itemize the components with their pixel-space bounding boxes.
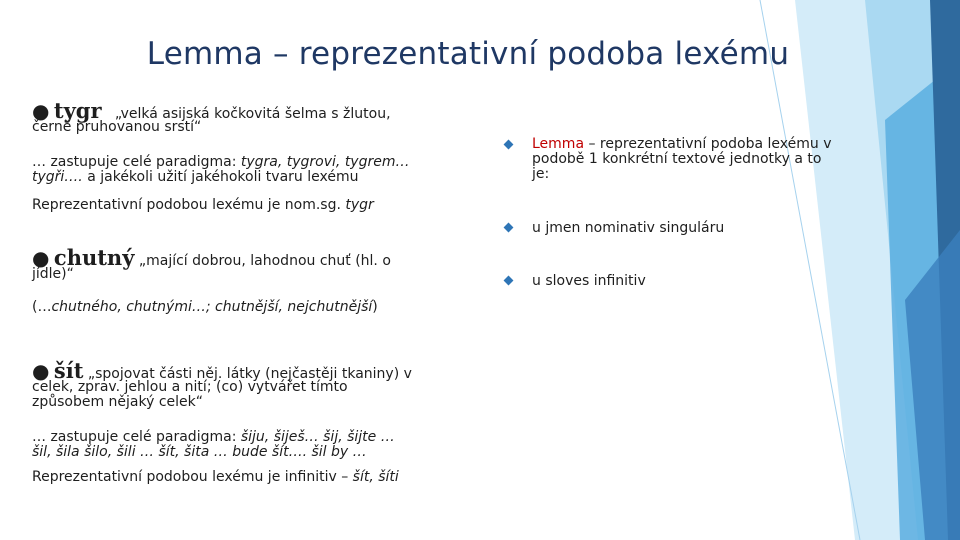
chutny-headline <box>32 245 452 270</box>
tygr-representative <box>32 198 462 213</box>
lemma-def-line3: je: <box>532 166 550 182</box>
chutny-forms-close: ) <box>372 299 378 315</box>
bullet-dot-icon: ● <box>32 359 50 383</box>
chutny-gloss-line1: „mající dobrou, lahodnou chuť (hl. o <box>138 253 391 269</box>
sit-gloss-line3: způsobem nějaký celek“ <box>32 394 204 410</box>
chutny-gloss-line2: jídle)“ <box>32 266 74 282</box>
lemma-highlight: Lemma <box>532 136 585 152</box>
tygr-gloss-line1: „velká asijská kočkovitá šelma s žlutou, <box>114 106 391 122</box>
nouns-rule: u jmen nominativ singuláru <box>532 220 725 236</box>
verbs-rule: u sloves infinitiv <box>532 273 646 289</box>
tygr-paradigm-forms: tygra, tygrovi, tygrem… <box>240 154 410 170</box>
headword-chutny: chutný <box>53 245 135 270</box>
tygr-paradigm-prefix: … zastupuje celé paradigma: <box>32 154 241 170</box>
lemma-def-line2: podobě 1 konkrétní textové jednotky a to <box>532 151 822 167</box>
tygr-paradigm-forms2: tygři…. <box>32 169 83 185</box>
tygr-paradigm <box>32 155 462 185</box>
slide-title: Lemma – reprezentativní podoba lexému <box>146 36 790 72</box>
sit-rep-text: Reprezentativní podobou lexému je infinitiv – <box>32 469 353 485</box>
headword-tygr: tygr <box>53 98 102 123</box>
headword-sit: šít <box>53 358 84 383</box>
chutny-forms-list: chutného, chutnými…; chutnější, nejchutnější <box>51 299 373 315</box>
sit-paradigm-prefix: … zastupuje celé paradigma: <box>32 429 241 445</box>
tygr-rep-form: tygr <box>345 197 374 213</box>
tygr-paradigm-suffix: a jakékoli užití jakéhokoli tvaru lexému <box>82 169 359 185</box>
tygr-rep-text: Reprezentativní podobou lexému je nom.sg. <box>32 197 346 213</box>
bullet-dot-icon: ● <box>32 99 50 123</box>
lemma-definition <box>532 137 872 182</box>
chutny-entry <box>32 245 452 282</box>
sit-paradigm <box>32 430 472 460</box>
chutny-forms <box>32 300 462 315</box>
sit-gloss-line1: „spojovat části něj. látky (nejčastěji tkaniny) v <box>87 366 412 382</box>
bullet-dot-icon: ● <box>32 246 50 270</box>
sit-representative <box>32 470 472 485</box>
sit-entry <box>32 358 472 410</box>
sit-gloss-line2: celek, zprav. jehlou a nití; (co) vytvářet tímto <box>32 379 348 395</box>
sit-rep-forms: šít, šíti <box>352 469 399 485</box>
sit-paradigm-forms2: šil, šila šilo, šili … šít, šita … bude šít…. šil by … <box>32 444 367 460</box>
chutny-forms-open: (… <box>32 299 52 315</box>
sit-paradigm-forms: šiju, šiješ… šij, šijte … <box>240 429 395 445</box>
lemma-def-line1: – reprezentativní podoba lexému v <box>584 136 832 152</box>
tygr-entry <box>32 98 452 135</box>
tygr-gloss-line2: černě pruhovanou srstí“ <box>32 119 202 135</box>
